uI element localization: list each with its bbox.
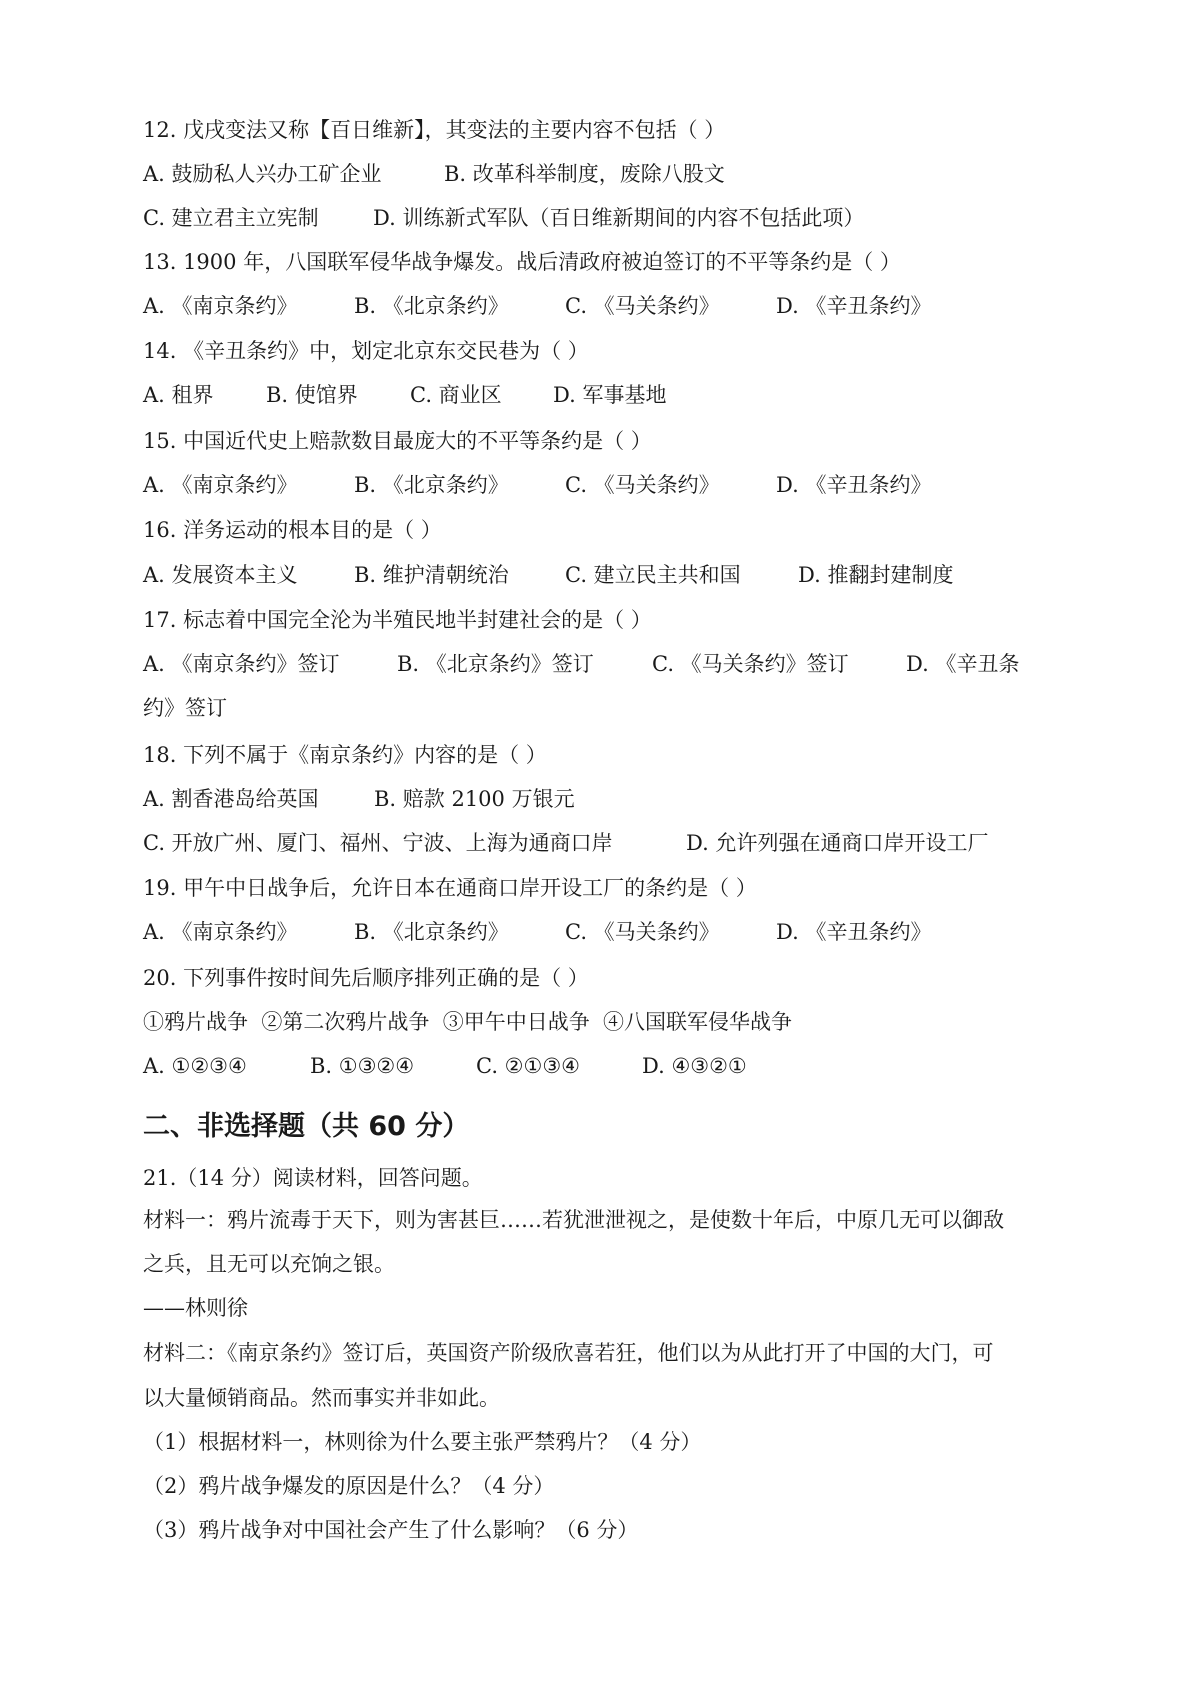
question-12-option-b: B. 改革科举制度，废除八股文 [444, 162, 725, 186]
question-13-option-a: A. 《南京条约》 [143, 294, 298, 318]
sub-question-2: （2）鸦片战争爆发的原因是什么？（4 分） [143, 1474, 555, 1498]
question-15-option-b: B. 《北京条约》 [354, 473, 509, 497]
question-16-option-c: C. 建立民主共和国 [565, 563, 741, 587]
sub-question-3: （3）鸦片战争对中国社会产生了什么影响？（6 分） [143, 1518, 639, 1542]
question-18-stem: 18. 下列不属于《南京条约》内容的是（ ） [143, 743, 547, 767]
question-17-option-c: C. 《马关条约》签订 [652, 652, 849, 676]
question-14-option-b: B. 使馆界 [266, 383, 358, 407]
question-14-option-c: C. 商业区 [410, 383, 502, 407]
question-15-option-a: A. 《南京条约》 [143, 473, 298, 497]
question-12-option-d: D. 训练新式军队（百日维新期间的内容不包括此项） [373, 206, 865, 230]
question-19-option-d: D. 《辛丑条约》 [776, 920, 932, 944]
question-17-option-d: D. 《辛丑条 [906, 652, 1020, 676]
material-2-line-2: 以大量倾销商品。然而事实并非如此。 [143, 1386, 500, 1410]
material-1-source: ——林则徐 [143, 1296, 248, 1320]
section-heading: 二、非选择题（共 60 分） [143, 1111, 470, 1142]
material-2-line-1: 材料二：《南京条约》签订后，英国资产阶级欣喜若狂，他们以为从此打开了中国的大门，可 [143, 1341, 994, 1365]
question-12-option-a: A. 鼓励私人兴办工矿企业 [143, 162, 382, 186]
question-20-option-b: B. ①③②④ [310, 1054, 415, 1078]
question-15-option-c: C. 《马关条约》 [565, 473, 720, 497]
question-13-stem: 13. 1900 年，八国联军侵华战争爆发。战后清政府被迫签订的不平等条约是（ ） [143, 250, 901, 274]
question-19-stem: 19. 甲午中日战争后，允许日本在通商口岸开设工厂的条约是（ ） [143, 876, 757, 900]
question-12-option-c: C. 建立君主立宪制 [143, 206, 319, 230]
question-21-stem: 21.（14 分）阅读材料，回答问题。 [143, 1166, 483, 1190]
question-19-option-b: B. 《北京条约》 [354, 920, 509, 944]
question-18-option-d: D. 允许列强在通商口岸开设工厂 [686, 831, 989, 855]
question-20-events: ①鸦片战争 ②第二次鸦片战争 ③甲午中日战争 ④八国联军侵华战争 [143, 1010, 793, 1034]
question-20-option-c: C. ②①③④ [476, 1054, 580, 1078]
question-20-stem: 20. 下列事件按时间先后顺序排列正确的是（ ） [143, 966, 589, 990]
question-16-option-d: D. 推翻封建制度 [798, 563, 954, 587]
question-17-stem: 17. 标志着中国完全沦为半殖民地半封建社会的是（ ） [143, 608, 652, 632]
question-12-stem: 12. 戊戌变法又称【百日维新】，其变法的主要内容不包括（ ） [143, 118, 726, 142]
question-16-stem: 16. 洋务运动的根本目的是（ ） [143, 518, 442, 542]
question-17-option-d-wrap: 约》签订 [143, 696, 227, 720]
question-18-option-c: C. 开放广州、厦门、福州、宁波、上海为通商口岸 [143, 831, 613, 855]
question-14-stem: 14. 《辛丑条约》中，划定北京东交民巷为（ ） [143, 339, 589, 363]
question-15-option-d: D. 《辛丑条约》 [776, 473, 932, 497]
question-13-option-d: D. 《辛丑条约》 [776, 294, 932, 318]
sub-question-1: （1）根据材料一，林则徐为什么要主张严禁鸦片？（4 分） [143, 1430, 702, 1454]
question-13-option-c: C. 《马关条约》 [565, 294, 720, 318]
question-15-stem: 15. 中国近代史上赔款数目最庞大的不平等条约是（ ） [143, 429, 652, 453]
question-20-option-d: D. ④③②① [642, 1054, 747, 1078]
question-13-option-b: B. 《北京条约》 [354, 294, 509, 318]
question-18-option-a: A. 割香港岛给英国 [143, 787, 319, 811]
question-17-option-a: A. 《南京条约》签订 [143, 652, 340, 676]
question-14-option-d: D. 军事基地 [553, 383, 667, 407]
question-19-option-a: A. 《南京条约》 [143, 920, 298, 944]
question-19-option-c: C. 《马关条约》 [565, 920, 720, 944]
question-14-option-a: A. 租界 [143, 383, 214, 407]
question-16-option-a: A. 发展资本主义 [143, 563, 298, 587]
question-18-option-b: B. 赔款 2100 万银元 [374, 787, 575, 811]
question-17-option-b: B. 《北京条约》签订 [397, 652, 594, 676]
material-1-line-2: 之兵，且无可以充饷之银。 [143, 1252, 395, 1276]
question-20-option-a: A. ①②③④ [143, 1054, 247, 1078]
material-1-line-1: 材料一：鸦片流毒于天下，则为害甚巨……若犹泄泄视之，是使数十年后，中原几无可以御敌 [143, 1208, 1004, 1232]
question-16-option-b: B. 维护清朝统治 [354, 563, 509, 587]
